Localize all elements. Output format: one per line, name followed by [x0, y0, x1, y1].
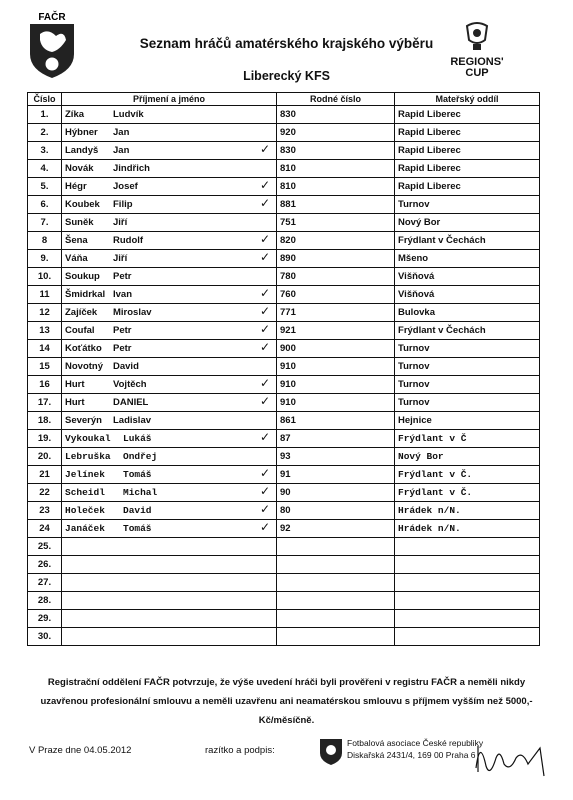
- player-surname: Suněk: [65, 217, 94, 228]
- player-name-cell: [62, 556, 277, 574]
- club-name: Nový Bor: [395, 448, 540, 466]
- table-row: [28, 358, 540, 376]
- player-surname: Hýbner: [65, 127, 98, 138]
- club-name: Hejnice: [395, 412, 540, 430]
- row-number: 30.: [28, 628, 62, 646]
- table-row: [28, 502, 540, 520]
- checkmark-icon: ✓: [259, 484, 270, 498]
- player-surname: Zíka: [65, 109, 85, 120]
- table-row: [28, 394, 540, 412]
- table-row: [28, 196, 540, 214]
- club-name: Rapid Liberec: [395, 160, 540, 178]
- player-name-cell: [62, 520, 277, 538]
- player-surname: Coufal: [65, 325, 95, 336]
- player-first-name: Petr: [113, 343, 132, 354]
- checkmark-icon: ✓: [259, 520, 270, 534]
- player-name-cell: [62, 106, 277, 124]
- table-row: [28, 466, 540, 484]
- checkmark-icon: ✓: [259, 430, 270, 444]
- player-surname: Jelínek: [65, 469, 105, 480]
- row-number: 14: [28, 340, 62, 358]
- row-number: 28.: [28, 592, 62, 610]
- club-name: Mšeno: [395, 250, 540, 268]
- birth-number: 910: [277, 376, 315, 394]
- redacted-area: [315, 592, 395, 610]
- player-name-cell: [62, 124, 277, 142]
- birth-number: [277, 556, 315, 574]
- checkmark-icon: ✓: [259, 394, 270, 408]
- club-name: [395, 556, 540, 574]
- player-name-cell: [62, 268, 277, 286]
- table-row: [28, 160, 540, 178]
- club-name: Hrádek n/N.: [395, 502, 540, 520]
- checkmark-icon: ✓: [259, 232, 270, 246]
- player-first-name: Jiří: [113, 217, 128, 228]
- player-first-name: Rudolf: [113, 235, 144, 246]
- table-row: [28, 250, 540, 268]
- redacted-area: [315, 466, 395, 484]
- checkmark-icon: ✓: [259, 196, 270, 210]
- player-surname: Hurt: [65, 397, 85, 408]
- birth-number: [277, 574, 315, 592]
- player-name-cell: [62, 160, 277, 178]
- checkmark-icon: ✓: [259, 304, 270, 318]
- player-surname: Landyš: [65, 145, 99, 156]
- checkmark-icon: ✓: [259, 466, 270, 480]
- birth-number: 810: [277, 160, 315, 178]
- birth-number: 830: [277, 142, 315, 160]
- table-row: [28, 376, 540, 394]
- table-row: [28, 304, 540, 322]
- player-name-cell: [62, 286, 277, 304]
- player-name-cell: [62, 304, 277, 322]
- table-row: [28, 448, 540, 466]
- club-name: Frýdlant v Čechách: [395, 232, 540, 250]
- player-name-cell: [62, 142, 277, 160]
- table-row: [28, 412, 540, 430]
- table-row: [28, 232, 540, 250]
- birth-number: 890: [277, 250, 315, 268]
- table-row: [28, 556, 540, 574]
- player-first-name: Ivan: [113, 289, 133, 300]
- birth-number: 881: [277, 196, 315, 214]
- stamp-org-address: Diskařská 2431/4, 169 00 Praha 6: [347, 750, 476, 760]
- player-name-cell: [62, 574, 277, 592]
- player-surname: Šena: [65, 235, 88, 246]
- redacted-area: [315, 556, 395, 574]
- svg-text:FAČR: FAČR: [38, 12, 66, 23]
- player-first-name: Jan: [113, 145, 130, 156]
- table-row: [28, 520, 540, 538]
- row-number: 9.: [28, 250, 62, 268]
- player-surname: Šmidrkal: [65, 289, 106, 300]
- player-name-cell: [62, 232, 277, 250]
- regions-cup-text-1: REGIONS': [450, 56, 504, 68]
- redacted-area: [315, 142, 395, 160]
- redacted-area: [315, 484, 395, 502]
- row-number: 4.: [28, 160, 62, 178]
- redacted-area: [315, 610, 395, 628]
- player-name-cell: [62, 502, 277, 520]
- player-surname: Hégr: [65, 181, 87, 192]
- club-name: [395, 610, 540, 628]
- birth-number: [277, 538, 315, 556]
- player-first-name: Michal: [123, 487, 158, 498]
- row-number: 25.: [28, 538, 62, 556]
- table-row: [28, 592, 540, 610]
- player-name-cell: [62, 628, 277, 646]
- player-surname: Scheidl: [65, 487, 105, 498]
- table-row: [28, 574, 540, 592]
- table-header-row: [28, 93, 540, 106]
- table-row: [28, 340, 540, 358]
- row-number: 26.: [28, 556, 62, 574]
- player-first-name: Miroslav: [113, 307, 152, 318]
- player-surname: Váňa: [65, 253, 88, 264]
- player-first-name: Lukáš: [123, 433, 152, 444]
- document-subtitle: Liberecký KFS: [243, 69, 330, 83]
- player-surname: Vykoukal: [65, 433, 111, 444]
- birth-number: 810: [277, 178, 315, 196]
- redacted-area: [315, 232, 395, 250]
- column-header-birth-number: Rodné číslo: [277, 93, 395, 106]
- redacted-area: [315, 286, 395, 304]
- player-first-name: David: [123, 505, 152, 516]
- redacted-area: [315, 304, 395, 322]
- player-name-cell: [62, 412, 277, 430]
- row-number: 7.: [28, 214, 62, 232]
- row-number: 16: [28, 376, 62, 394]
- player-surname: Soukup: [65, 271, 100, 282]
- table-row: [28, 268, 540, 286]
- birth-number: 921: [277, 322, 315, 340]
- redacted-area: [315, 394, 395, 412]
- row-number: 23: [28, 502, 62, 520]
- club-name: Višňová: [395, 286, 540, 304]
- row-number: 12: [28, 304, 62, 322]
- redacted-area: [315, 574, 395, 592]
- birth-number: [277, 610, 315, 628]
- table-row: [28, 322, 540, 340]
- player-first-name: Jiří: [113, 253, 128, 264]
- player-first-name: Jindřich: [113, 163, 150, 174]
- club-name: Rapid Liberec: [395, 106, 540, 124]
- player-surname: Zajíček: [65, 307, 98, 318]
- birth-number: 780: [277, 268, 315, 286]
- checkmark-icon: ✓: [259, 502, 270, 516]
- redacted-area: [315, 340, 395, 358]
- player-table: [27, 92, 540, 646]
- redacted-area: [315, 322, 395, 340]
- player-first-name: Ondřej: [123, 451, 158, 462]
- club-name: Frýdlant v Č.: [395, 484, 540, 502]
- document-title: Seznam hráčů amatérského krajského výběru: [139, 36, 434, 51]
- club-name: Turnov: [395, 376, 540, 394]
- checkmark-icon: ✓: [259, 322, 270, 336]
- player-first-name: Tomáš: [123, 523, 152, 534]
- signing-date: V Praze dne 04.05.2012: [29, 745, 132, 756]
- redacted-area: [315, 502, 395, 520]
- confirmation-statement: Registrační oddělení FAČR potvrzuje, že výše uvedení hráči byli prověřeni v registru FAČR a neměli nikdy uzavřenou profesionální smlouvu a neměli uzavřenu ani neamatérskou smlouvu s příjmem vyšším než 5000,- Kč/měsíčně.: [40, 677, 533, 726]
- row-number: 10.: [28, 268, 62, 286]
- birth-number: 91: [277, 466, 315, 484]
- row-number: 13: [28, 322, 62, 340]
- player-name-cell: [62, 448, 277, 466]
- row-number: 6.: [28, 196, 62, 214]
- player-name-cell: [62, 322, 277, 340]
- player-name-cell: [62, 430, 277, 448]
- row-number: 2.: [28, 124, 62, 142]
- player-surname: Koťátko: [65, 343, 102, 354]
- birth-number: 820: [277, 232, 315, 250]
- column-header-club: Mateřský oddíl: [395, 93, 540, 106]
- row-number: 24: [28, 520, 62, 538]
- player-surname: Janáček: [65, 523, 105, 534]
- player-name-cell: [62, 250, 277, 268]
- redacted-area: [315, 196, 395, 214]
- player-surname: Novotný: [65, 361, 103, 372]
- club-name: Turnov: [395, 196, 540, 214]
- table-row: [28, 610, 540, 628]
- player-name-cell: [62, 214, 277, 232]
- player-name-cell: [62, 484, 277, 502]
- redacted-area: [315, 430, 395, 448]
- player-surname: Lebruška: [65, 451, 111, 462]
- stamp-org-name: Fotbalová asociace České republiky: [347, 738, 484, 748]
- redacted-area: [315, 214, 395, 232]
- checkmark-icon: ✓: [259, 376, 270, 390]
- birth-number: 910: [277, 358, 315, 376]
- stamp-organization: [347, 737, 483, 761]
- birth-number: 90: [277, 484, 315, 502]
- player-first-name: Filip: [113, 199, 133, 210]
- player-name-cell: [62, 466, 277, 484]
- birth-number: 861: [277, 412, 315, 430]
- redacted-area: [315, 178, 395, 196]
- player-name-cell: [62, 394, 277, 412]
- player-surname: Holeček: [65, 505, 105, 516]
- club-name: Višňová: [395, 268, 540, 286]
- player-first-name: DANIEL: [113, 397, 149, 408]
- player-first-name: Vojtěch: [113, 379, 147, 390]
- player-surname: Severýn: [65, 415, 102, 426]
- redacted-area: [315, 448, 395, 466]
- table-row: [28, 430, 540, 448]
- player-surname: Koubek: [65, 199, 100, 210]
- birth-number: 760: [277, 286, 315, 304]
- redacted-area: [315, 628, 395, 646]
- checkmark-icon: ✓: [259, 178, 270, 192]
- birth-number: [277, 592, 315, 610]
- table-row: [28, 484, 540, 502]
- handwritten-signature: [470, 728, 555, 783]
- row-number: 22: [28, 484, 62, 502]
- checkmark-icon: ✓: [259, 142, 270, 156]
- row-number: 3.: [28, 142, 62, 160]
- club-name: Rapid Liberec: [395, 142, 540, 160]
- club-name: Bulovka: [395, 304, 540, 322]
- club-name: [395, 628, 540, 646]
- stamp-label: razítko a podpis:: [205, 745, 275, 756]
- table-row: [28, 106, 540, 124]
- player-first-name: Ladislav: [113, 415, 152, 426]
- redacted-area: [315, 124, 395, 142]
- row-number: 19.: [28, 430, 62, 448]
- birth-number: 910: [277, 394, 315, 412]
- club-name: Frýdlant v Č: [395, 430, 540, 448]
- redacted-area: [315, 268, 395, 286]
- table-row: [28, 142, 540, 160]
- player-first-name: Tomáš: [123, 469, 152, 480]
- column-header-name: Příjmení a jméno: [62, 93, 277, 106]
- row-number: 17.: [28, 394, 62, 412]
- row-number: 5.: [28, 178, 62, 196]
- birth-number: 93: [277, 448, 315, 466]
- player-name-cell: [62, 196, 277, 214]
- birth-number: 920: [277, 124, 315, 142]
- player-surname: Novák: [65, 163, 94, 174]
- birth-number: 87: [277, 430, 315, 448]
- birth-number: 771: [277, 304, 315, 322]
- birth-number: 830: [277, 106, 315, 124]
- row-number: 21: [28, 466, 62, 484]
- club-name: Frýdlant v Čechách: [395, 322, 540, 340]
- row-number: 1.: [28, 106, 62, 124]
- player-name-cell: [62, 358, 277, 376]
- player-first-name: Jan: [113, 127, 130, 138]
- player-name-cell: [62, 610, 277, 628]
- player-first-name: Ludvík: [113, 109, 144, 120]
- checkmark-icon: ✓: [259, 340, 270, 354]
- player-first-name: Petr: [113, 271, 132, 282]
- player-first-name: David: [113, 361, 139, 372]
- birth-number: 92: [277, 520, 315, 538]
- player-name-cell: [62, 592, 277, 610]
- redacted-area: [315, 412, 395, 430]
- row-number: 11: [28, 286, 62, 304]
- player-name-cell: [62, 340, 277, 358]
- row-number: 20.: [28, 448, 62, 466]
- club-name: Frýdlant v Č.: [395, 466, 540, 484]
- row-number: 15: [28, 358, 62, 376]
- checkmark-icon: ✓: [259, 250, 270, 264]
- club-name: Turnov: [395, 340, 540, 358]
- checkmark-icon: ✓: [259, 286, 270, 300]
- birth-number: [277, 628, 315, 646]
- club-name: [395, 538, 540, 556]
- player-first-name: Petr: [113, 325, 132, 336]
- club-name: Nový Bor: [395, 214, 540, 232]
- player-name-cell: [62, 178, 277, 196]
- birth-number: 751: [277, 214, 315, 232]
- row-number: 27.: [28, 574, 62, 592]
- column-header-number: Číslo: [28, 93, 62, 106]
- club-name: Rapid Liberec: [395, 178, 540, 196]
- redacted-area: [315, 106, 395, 124]
- birth-number: 80: [277, 502, 315, 520]
- club-name: Turnov: [395, 358, 540, 376]
- redacted-area: [315, 376, 395, 394]
- redacted-area: [315, 538, 395, 556]
- table-row: [28, 178, 540, 196]
- table-row: [28, 538, 540, 556]
- birth-number: 900: [277, 340, 315, 358]
- club-name: Turnov: [395, 394, 540, 412]
- redacted-area: [315, 520, 395, 538]
- table-row: [28, 124, 540, 142]
- table-row: [28, 628, 540, 646]
- table-row: [28, 214, 540, 232]
- stamp-logo: [318, 733, 344, 767]
- redacted-area: [315, 160, 395, 178]
- redacted-area: [315, 250, 395, 268]
- player-name-cell: [62, 538, 277, 556]
- row-number: 18.: [28, 412, 62, 430]
- player-surname: Hurt: [65, 379, 85, 390]
- club-name: Hrádek n/N.: [395, 520, 540, 538]
- row-number: 29.: [28, 610, 62, 628]
- row-number: 8: [28, 232, 62, 250]
- player-first-name: Josef: [113, 181, 138, 192]
- table-row: [28, 286, 540, 304]
- player-name-cell: [62, 376, 277, 394]
- regions-cup-text-2: CUP: [465, 67, 489, 79]
- club-name: [395, 574, 540, 592]
- redacted-area: [315, 358, 395, 376]
- club-name: [395, 592, 540, 610]
- club-name: Rapid Liberec: [395, 124, 540, 142]
